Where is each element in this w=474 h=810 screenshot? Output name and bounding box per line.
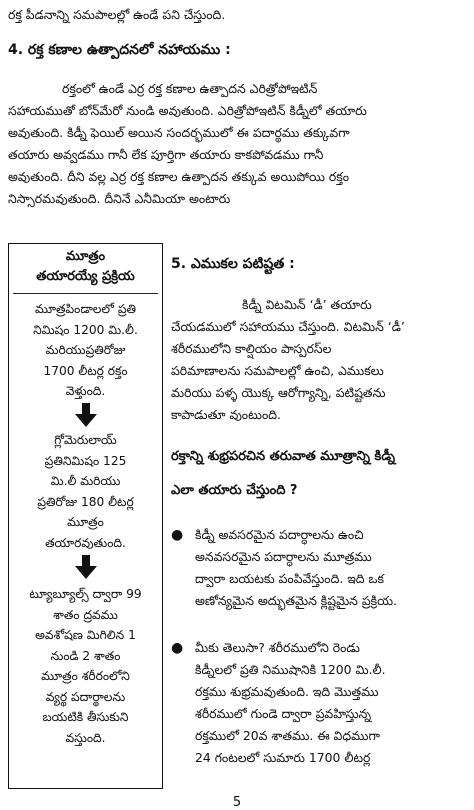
section-5-line: శరీరములోని కాల్షియం పాస్పరస్‌ల [171, 341, 332, 356]
top-line: రక్త పీడనాన్ని సమపాలల్లో ఉండే పని చేస్తుంది. [8, 7, 226, 22]
arrow-down-icon [73, 402, 99, 428]
box-block-1-line: వెళ్తుంది. [65, 384, 106, 398]
box-block-1-line: 1700 లీటర్ల రక్తం [43, 363, 128, 378]
box-block-2-line: తయారవుతుంది. [45, 535, 126, 550]
bullet-2-line: రక్తములో 20వ శాతము. ఈ విధముగా [195, 728, 380, 743]
bullet-2-line: 24 గంటలలో సుమారు 1700 లీటర్ల [195, 750, 371, 765]
box-block-2-line: ప్రతినిమిషం 125 [44, 453, 127, 468]
box-title-line: తయారయ్యే ప్రక్రియ [36, 269, 135, 284]
question-heading-line: ఎలా తయారు చేస్తుంది ? [171, 483, 298, 498]
box-block-1-line: మరియుప్రతిరోజు [45, 343, 126, 357]
box-block-3-line: శాతం ద్రవము [53, 607, 118, 622]
page-number: 5 [232, 795, 242, 810]
box-block-3-line: మూత్రం శరీరంలోని [41, 669, 130, 683]
box-block-3-line: వ్యర్థ పదార్థాలను [45, 689, 126, 704]
bullet-1-line: కిడ్నీ అవసరమైన పదార్ధాలను ఉంచి [195, 527, 364, 542]
box-title-line: మూత్రం [65, 249, 106, 264]
bullet-dot-icon: ● [171, 640, 184, 656]
bullet-2-line: శరీరములో గుండె ద్వారా ప్రవహిస్తున్న [195, 706, 372, 721]
section-5-line: కాపాడుతూ వుంటుంది. [171, 407, 281, 422]
box-block-3-line: అవశోషణ మిగిలిన 1 [35, 628, 136, 642]
section-4-heading: 4. రక్త కణాల ఉత్పాదనలో నహాయము : [8, 42, 231, 58]
section-4-line: అవుతుంది. దీని వల్ల ఎర్ర రక్త కణాల ఉత్పాదన తక్కువ అయిపోయి రక్తం [8, 169, 349, 184]
box-block-2-line: ప్రతిరోజు 180 లీటర్ల [37, 494, 134, 509]
box-block-2-line: మి.లీ మరియు [50, 474, 121, 488]
section-5-line: పరిమాణాలను సమపాలల్లో ఉంచి, ఎముకలు [171, 363, 384, 378]
section-4-line: తయారు అవ్వడము గానీ లేక పూర్తిగా తయారు కాకపోవడము గానీ [8, 147, 324, 162]
arrow-down-icon [73, 554, 99, 580]
box-block-2 [9, 430, 162, 553]
box-title-divider [13, 293, 158, 294]
box-block-3-line: నుండి 2 శాతం [50, 648, 121, 663]
bullet-1-line: ద్వారా బయటకు పంపివేస్తుంది. ఇది ఒక [195, 571, 384, 586]
section-4-line: నిస్సారమవుతుంది. దీనినే ఎనీమియా అంటారు [8, 191, 231, 206]
bullet-1-line: అనవసరమైన పదార్ధాలను మూత్రము [195, 549, 372, 564]
bullet-1-line: అణోన్యమైన అద్భుతమైన క్లిష్టమైన ప్రక్రియ. [195, 593, 397, 608]
box-block-1-line: మూత్రపిండాలలో ప్రతి [34, 302, 137, 316]
section-5-line: కిడ్నీ విటమిన్ ‘డీ’ తయారు [242, 297, 372, 312]
urine-process-box [8, 243, 163, 789]
box-block-2-line: మూత్రం [67, 515, 104, 529]
section-5-line: మరియు పళ్ళ యొక్క ఆరోగ్యాన్ని, పటిష్టతను [171, 385, 386, 400]
bullet-dot-icon: ● [171, 527, 184, 543]
section-5-line: చేయడములో సహాయము చేస్తుంది. విటమిన్ ‘డీ’ [171, 319, 405, 334]
box-block-3-line: ట్యూబ్యూల్స్ ద్వారా 99 [29, 587, 142, 601]
question-heading-line: రక్తాన్ని శుభ్రపరచిన తరువాత మూత్రాన్ని కిడ్నీ [171, 449, 395, 464]
box-block-1 [9, 299, 162, 402]
section-4-line: రక్తంలో ఉండే ఎర్ర రక్త కణాల ఉత్పాదన ఎరిత్రోపోఇటిన్ [62, 81, 318, 96]
bullet-2-line: కిడ్నీలలో ప్రతి నిముషానికి 1200 మి.లీ. [195, 662, 386, 677]
box-block-3-line: బయటికి తీసుకుని [42, 710, 129, 724]
section-4-line: సహాయముతో బోన్‌మేరో నుండి అవుతుంది. ఎరిత్రోపోఇటిన్ కిడ్నీలో తయారు [8, 103, 367, 118]
bullet-2-line: రక్తము శుభ్రమవుతుంది. ఇది మొత్తము [195, 684, 379, 699]
box-block-1-line: నిమిషం 1200 మి.లీ. [33, 322, 138, 337]
box-block-3-line: వస్తుంది. [65, 730, 106, 745]
bullet-2-line: మీకు తెలుసా? శరీరములోని రెండు [195, 640, 360, 655]
section-5-heading: 5. ఎముకల పటిష్టత : [171, 256, 295, 272]
box-block-3 [9, 584, 162, 748]
section-4-line: అవుతుంది. కిడ్నీ ఫెయిల్ అయిన సందర్భములో ఈ పదార్థము తక్కువగా [8, 125, 350, 140]
box-block-2-line: గ్లోమెరులాయ్ [54, 433, 117, 447]
